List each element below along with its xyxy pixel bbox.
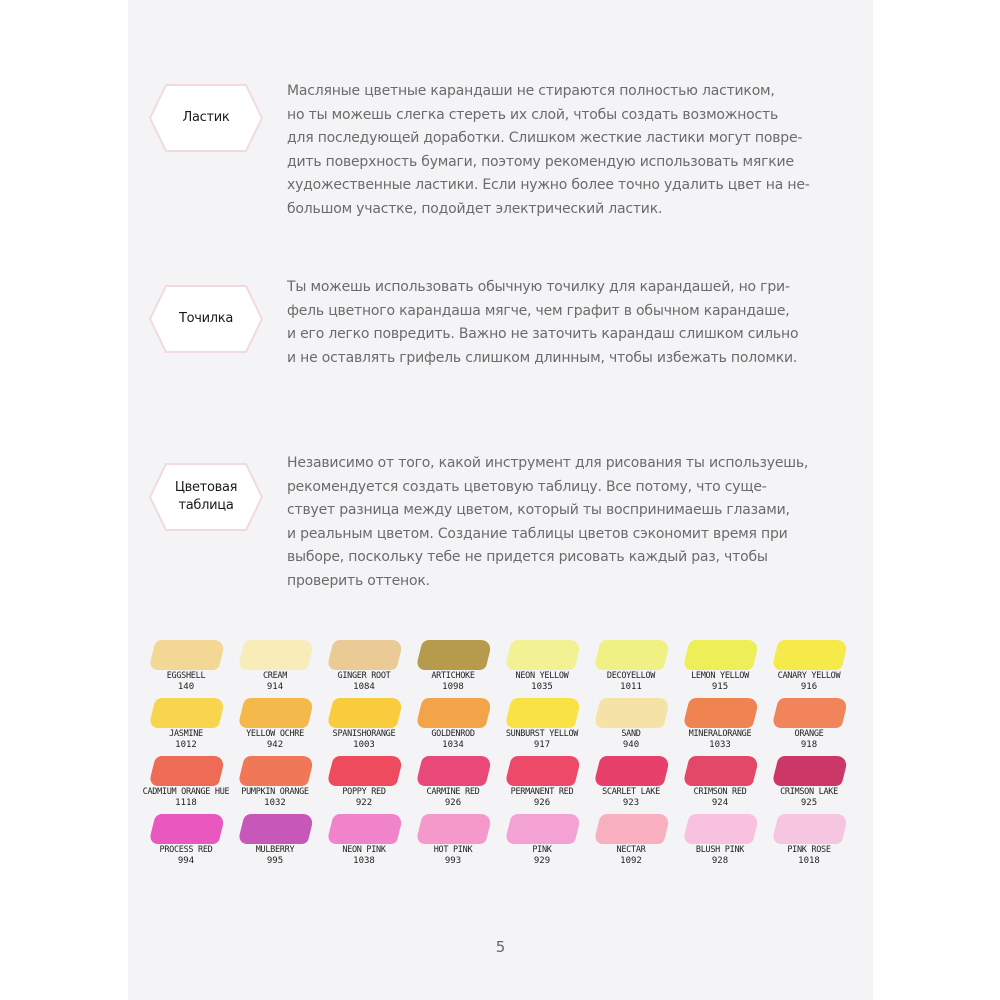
color-swatch: [504, 698, 580, 755]
swatch-color-patch: [148, 814, 225, 844]
swatch-code: 917: [533, 740, 551, 750]
swatch-color-patch: [415, 698, 492, 728]
text-line: Независимо от того, какой инструмент для рисования ты используешь,: [287, 455, 809, 471]
color-swatch: [504, 756, 580, 813]
page: [128, 0, 873, 1000]
swatch-name: PUMPKIN ORANGE: [241, 787, 309, 797]
text-line: Масляные цветные карандаши не стираются полностью ластиком,: [287, 83, 775, 99]
swatch-code: 1032: [264, 798, 286, 808]
swatch-color-patch: [682, 698, 759, 728]
section-label: [179, 310, 233, 328]
swatch-color-patch: [771, 640, 848, 670]
color-swatch: [593, 814, 669, 871]
swatch-name: ARTICHOKE: [431, 671, 475, 681]
swatch-name: EGGSHELL: [166, 671, 206, 681]
color-swatch: [504, 640, 580, 697]
swatch-color-patch: [593, 640, 670, 670]
page-number: 5: [495, 938, 506, 956]
swatch-code: 1092: [620, 856, 642, 866]
color-swatch: [593, 640, 669, 697]
color-swatch: [148, 698, 224, 755]
section-label-line: таблица: [178, 498, 234, 513]
swatch-name: PROCESS RED: [159, 845, 213, 855]
swatch-name: CARMINE RED: [426, 787, 480, 797]
swatch-name: PERMANENT RED: [510, 787, 574, 797]
swatch-name: YELLOW OCHRE: [246, 729, 304, 739]
section-label: [183, 109, 230, 127]
swatch-code: 1035: [531, 682, 553, 692]
section-label-badge: [148, 83, 264, 153]
swatch-name: POPPY RED: [342, 787, 386, 797]
color-swatch: [771, 640, 847, 697]
swatch-name: SPANISHORANGE: [332, 729, 396, 739]
swatch-code: 1033: [709, 740, 731, 750]
color-swatch: [771, 756, 847, 813]
section-label: [175, 479, 237, 515]
swatch-color-patch: [415, 640, 492, 670]
swatch-color-patch: [504, 814, 581, 844]
swatch-name: GOLDENROD: [431, 729, 475, 739]
swatch-code: 1098: [442, 682, 464, 692]
swatch-color-patch: [771, 814, 848, 844]
swatch-code: 1038: [353, 856, 375, 866]
swatch-color-patch: [326, 814, 403, 844]
text-line: для последующей доработки. Слишком жесткие ластики могут повре-: [287, 130, 803, 146]
color-swatch: [682, 698, 758, 755]
swatch-code: 140: [177, 682, 195, 692]
swatch-name: NECTAR: [616, 845, 646, 855]
text-line: большом участке, подойдет электрический ластик.: [287, 200, 663, 217]
color-swatch: [237, 756, 313, 813]
swatch-name: NEON YELLOW: [515, 671, 569, 681]
text-line: выборе, поскольку тебе не придется рисовать каждый раз, чтобы: [287, 549, 768, 565]
text-line: и его легко повредить. Важно не заточить карандаш слишком сильно: [287, 326, 799, 342]
swatch-name: SAND: [621, 729, 641, 739]
section-text: [287, 452, 832, 593]
swatch-color-patch: [326, 698, 403, 728]
color-swatch: [237, 698, 313, 755]
swatch-code: 914: [266, 682, 284, 692]
swatch-color-patch: [504, 698, 581, 728]
swatch-code: 994: [177, 856, 195, 866]
swatch-color-patch: [148, 640, 225, 670]
swatch-color-patch: [148, 698, 225, 728]
swatch-name: GINGER ROOT: [337, 671, 391, 681]
swatch-color-patch: [326, 756, 403, 786]
swatch-code: 1118: [175, 798, 197, 808]
swatch-name: MINERALORANGE: [688, 729, 752, 739]
color-swatch: [771, 698, 847, 755]
swatch-color-patch: [504, 640, 581, 670]
swatch-color-patch: [237, 640, 314, 670]
color-swatch: [593, 698, 669, 755]
swatch-code: 916: [800, 682, 818, 692]
swatch-code: 1003: [353, 740, 375, 750]
swatch-color-patch: [237, 756, 314, 786]
color-swatch: [237, 814, 313, 871]
color-swatch: [148, 640, 224, 697]
swatch-name: SUNBURST YELLOW: [505, 729, 579, 739]
swatch-code: 928: [711, 856, 729, 866]
swatch-color-patch: [415, 814, 492, 844]
color-swatch: [326, 756, 402, 813]
swatch-color-patch: [682, 814, 759, 844]
color-swatch: [237, 640, 313, 697]
swatch-code: 1011: [620, 682, 642, 692]
color-swatch: [415, 698, 491, 755]
section-text: [287, 276, 832, 370]
swatch-name: LEMON YELLOW: [691, 671, 749, 681]
swatch-code: 918: [800, 740, 818, 750]
swatch-code: 995: [266, 856, 284, 866]
text-line: художественные ластики. Если нужно более точно удалить цвет на не-: [287, 177, 810, 193]
swatch-code: 915: [711, 682, 729, 692]
swatch-code: 942: [266, 740, 284, 750]
swatch-name: CADMIUM ORANGE HUE: [142, 787, 230, 797]
text-line: Ты можешь использовать обычную точилку для карандашей, но гри-: [287, 279, 790, 295]
color-swatch: [682, 814, 758, 871]
swatch-name: CRIMSON RED: [693, 787, 747, 797]
section-label-badge: [148, 462, 264, 532]
swatch-code: 1018: [798, 856, 820, 866]
swatch-name: NEON PINK: [342, 845, 386, 855]
text-line: проверить оттенок.: [287, 572, 430, 589]
swatch-color-patch: [237, 698, 314, 728]
color-swatch: [593, 756, 669, 813]
color-swatch: [326, 698, 402, 755]
swatch-color-patch: [771, 756, 848, 786]
color-swatch: [148, 814, 224, 871]
text-line: фель цветного карандаша мягче, чем графит в обычном карандаше,: [287, 302, 790, 319]
color-swatch: [415, 814, 491, 871]
swatch-color-patch: [148, 756, 225, 786]
section-label-line: Ластик: [182, 110, 230, 125]
swatch-code: 929: [533, 856, 551, 866]
swatch-name: MULBERRY: [255, 845, 295, 855]
color-swatch: [682, 756, 758, 813]
text-line: дить поверхность бумаги, поэтому рекомендую использовать мягкие: [287, 153, 794, 170]
swatch-name: BLUSH PINK: [695, 845, 745, 855]
swatch-color-patch: [771, 698, 848, 728]
color-swatch: [771, 814, 847, 871]
swatch-name: CREAM: [262, 671, 288, 681]
swatch-name: HOT PINK: [433, 845, 473, 855]
swatch-name: CANARY YELLOW: [777, 671, 841, 681]
color-swatch: [504, 814, 580, 871]
swatch-code: 926: [444, 798, 462, 808]
swatch-code: 924: [711, 798, 729, 808]
swatch-code: 993: [444, 856, 462, 866]
text-line: и не оставлять грифель слишком длинным, чтобы избежать поломки.: [287, 349, 798, 366]
swatch-name: DECOYELLOW: [606, 671, 656, 681]
section-label-line: Цветовая: [174, 480, 238, 495]
swatch-color-patch: [593, 698, 670, 728]
swatch-name: CRIMSON LAKE: [780, 787, 838, 797]
swatch-code: 1034: [442, 740, 464, 750]
swatch-code: 923: [622, 798, 640, 808]
section-text: [287, 80, 832, 221]
swatch-code: 940: [622, 740, 640, 750]
color-swatch: [326, 640, 402, 697]
section-label-line: Точилка: [178, 311, 234, 326]
swatch-color-patch: [682, 756, 759, 786]
swatch-color-patch: [326, 640, 403, 670]
text-line: и реальным цветом. Создание таблицы цветов сэкономит время при: [287, 525, 788, 542]
text-line: рекомендуется создать цветовую таблицу. Все потому, что суще-: [287, 478, 767, 495]
color-swatch: [142, 756, 230, 813]
swatch-color-patch: [593, 756, 670, 786]
swatch-code: 1084: [353, 682, 375, 692]
swatch-color-patch: [504, 756, 581, 786]
swatch-color-patch: [682, 640, 759, 670]
swatch-code: 1012: [175, 740, 197, 750]
swatch-color-patch: [593, 814, 670, 844]
color-swatch-chart: [142, 640, 860, 880]
swatch-code: 922: [355, 798, 373, 808]
text-line: ствует разница между цветом, который ты воспринимаешь глазами,: [287, 502, 790, 518]
swatch-color-patch: [237, 814, 314, 844]
color-swatch: [415, 756, 491, 813]
color-swatch: [326, 814, 402, 871]
swatch-name: PINK ROSE: [787, 845, 831, 855]
swatch-code: 926: [533, 798, 551, 808]
text-line: но ты можешь слегка стереть их слой, чтобы создать возможность: [287, 106, 779, 123]
swatch-name: JASMINE: [169, 729, 203, 739]
swatch-code: 925: [800, 798, 818, 808]
section-label-badge: [148, 284, 264, 354]
swatch-name: PINK: [532, 845, 552, 855]
swatch-color-patch: [415, 756, 492, 786]
color-swatch: [682, 640, 758, 697]
swatch-name: SCARLET LAKE: [602, 787, 660, 797]
swatch-name: ORANGE: [794, 729, 824, 739]
color-swatch: [415, 640, 491, 697]
